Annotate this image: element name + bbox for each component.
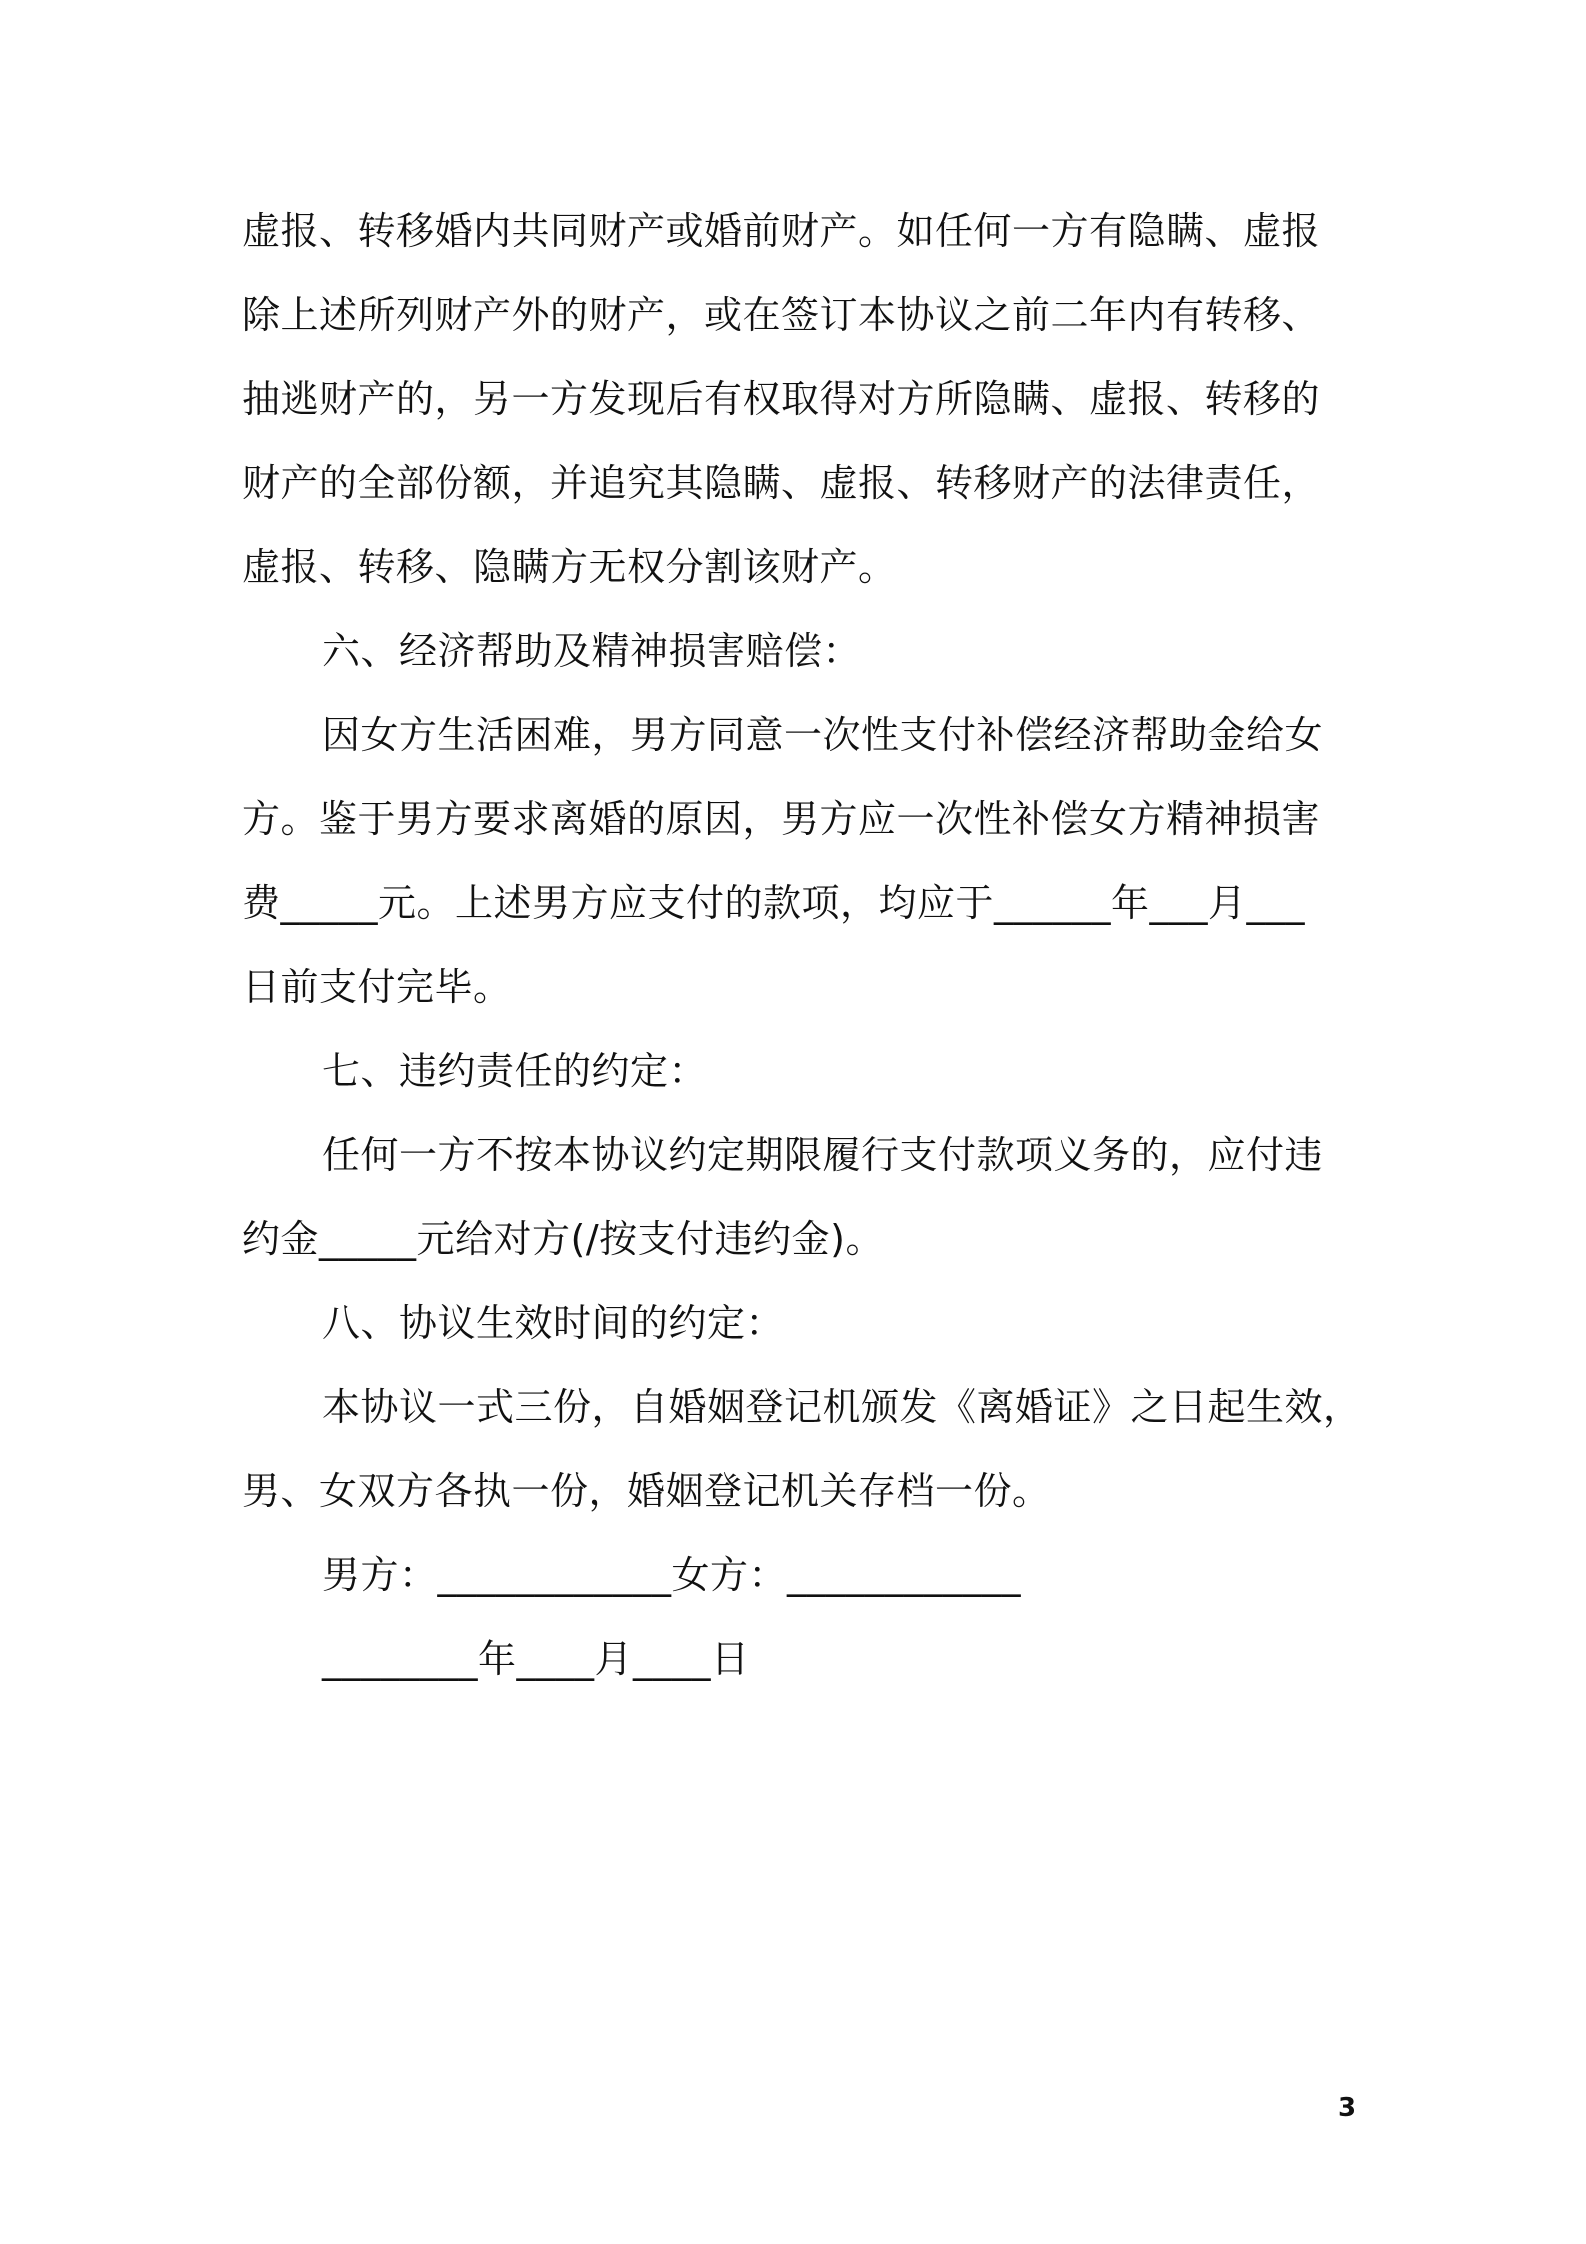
paragraph-line: 日前支付完毕。 — [242, 965, 512, 1009]
paragraph-line: 抽逃财产的，另一方发现后有权取得对方所隐瞒、虚报、转移的 — [242, 377, 1321, 421]
section-heading: 八、协议生效时间的约定： — [322, 1301, 785, 1345]
date-line: ________年____月____日 — [322, 1637, 750, 1681]
section-heading: 七、违约责任的约定： — [322, 1049, 708, 1093]
paragraph-line: 虚报、转移婚内共同财产或婚前财产。如任何一方有隐瞒、虚报 — [242, 209, 1321, 253]
section-heading: 六、经济帮助及精神损害赔偿： — [322, 629, 862, 673]
paragraph-line: 除上述所列财产外的财产，或在签订本协议之前二年内有转移、 — [242, 293, 1321, 337]
paragraph-line: 本协议一式三份，自婚姻登记机颁发《离婚证》之日起生效， — [322, 1385, 1362, 1429]
paragraph-line: 财产的全部份额，并追究其隐瞒、虚报、转移财产的法律责任， — [242, 461, 1321, 505]
paragraph-line: 方。鉴于男方要求离婚的原因，男方应一次性补偿女方精神损害 — [242, 797, 1321, 841]
paragraph-line: 约金_____元给对方(/按支付违约金)。 — [242, 1217, 884, 1261]
page-number: 3 — [1338, 2093, 1357, 2123]
paragraph-line: 因女方生活困难，男方同意一次性支付补偿经济帮助金给女 — [322, 713, 1324, 757]
paragraph-line: 费_____元。上述男方应支付的款项，均应于______年___月___ — [242, 881, 1306, 925]
paragraph-line: 任何一方不按本协议约定期限履行支付款项义务的，应付违 — [322, 1133, 1324, 1177]
paragraph-line: 虚报、转移、隐瞒方无权分割该财产。 — [242, 545, 897, 589]
signature-line: 男方：____________女方：____________ — [322, 1553, 1022, 1597]
paragraph-line: 男、女双方各执一份，婚姻登记机关存档一份。 — [242, 1469, 1051, 1513]
